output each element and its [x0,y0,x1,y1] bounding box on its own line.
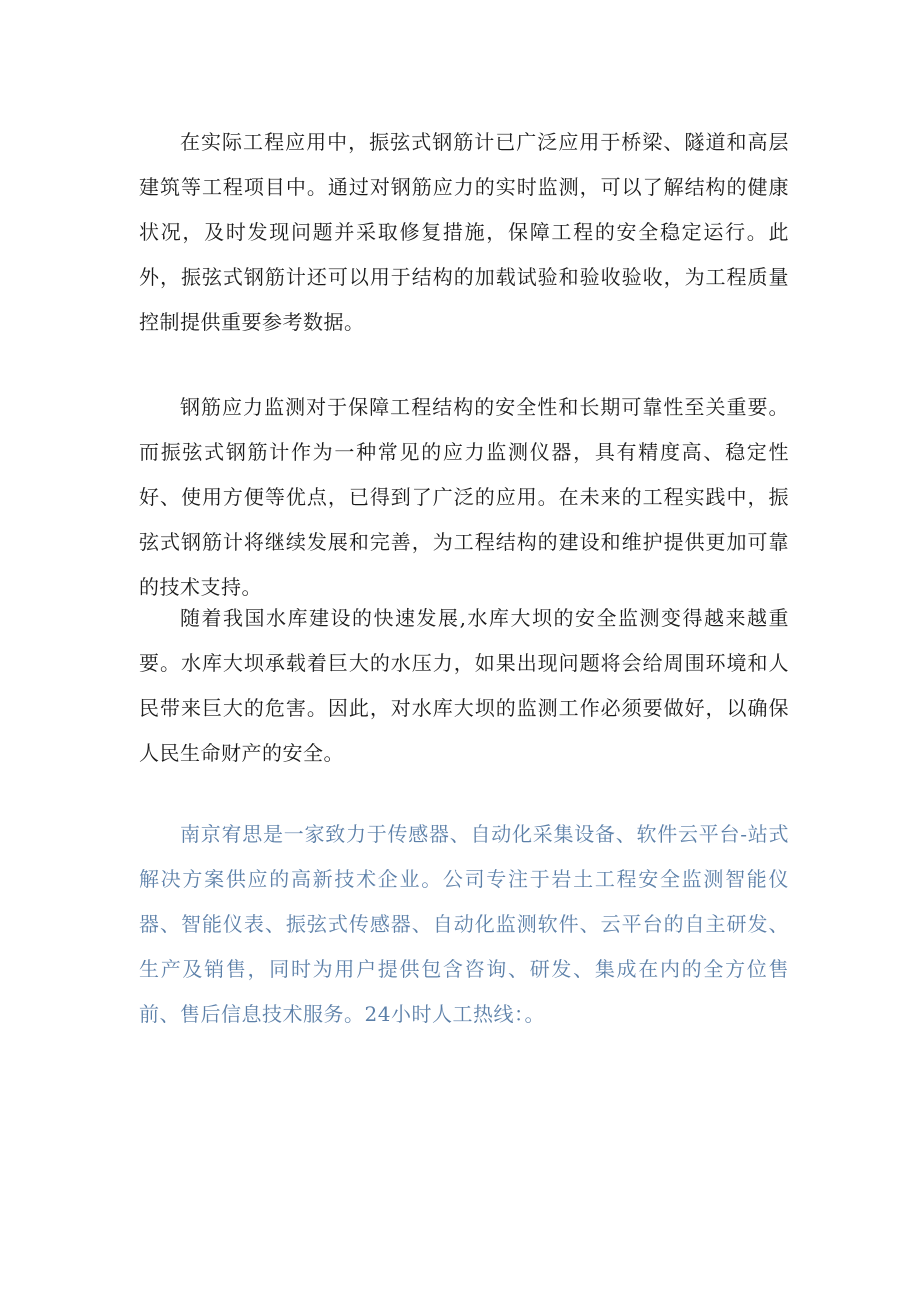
paragraph-company-info: 南京宥思是一家致力于传感器、自动化采集设备、软件云平台-站式解决方案供应的高新技术企业。公司专注于岩土工程安全监测智能仪器、智能仪表、振弦式传感器、自动化监测软件、云平台的自主研发、生产及销售，同时为用户提供包含咨询、研发、集成在内的全方位售前、售后信息技术服务。24小时人工热线：。 [139,822,789,1026]
paragraph-engineering-application: 在实际工程应用中，振弦式钢筋计已广泛应用于桥梁、隧道和高层建筑等工程项目中。通过对钢筋应力的实时监测，可以了解结构的健康状况，及时发现问题并采取修复措施，保障工程的安全稳定运行。此外，振弦式钢筋计还可以用于结构的加载试验和验收验收，为工程质量控制提供重要参考数据。 [139,130,789,334]
paragraph-stress-monitoring: 钢筋应力监测对于保障工程结构的安全性和长期可靠性至关重要。而振弦式钢筋计作为一种常见的应力监测仪器，具有精度高、稳定性好、使用方便等优点，已得到了广泛的应用。在未来的工程实践中，振弦式钢筋计将继续发展和完善，为工程结构的建设和维护提供更加可靠的技术支持。 [139,395,789,599]
paragraph-reservoir-dam: 随着我国水库建设的快速发展,水库大坝的安全监测变得越来越重要。水库大坝承载着巨大的水压力，如果出现问题将会给周围环境和人民带来巨大的危害。因此，对水库大坝的监测工作必须要做好，以确保人民生命财产的安全。 [139,606,789,765]
